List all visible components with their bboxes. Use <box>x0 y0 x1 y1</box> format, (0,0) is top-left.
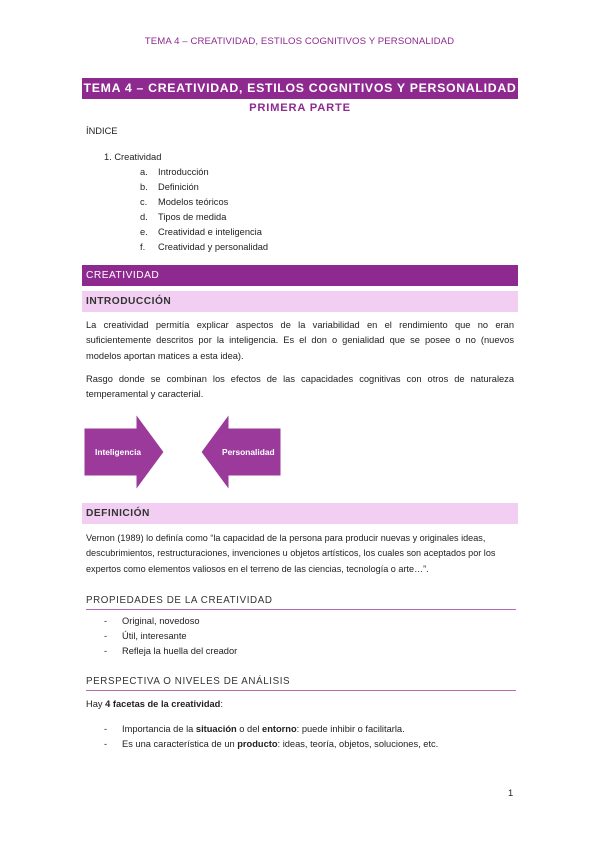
toc-item: b. Definición <box>140 182 199 192</box>
toc-item: d. Tipos de medida <box>140 212 227 222</box>
toc-item: a. Introducción <box>140 167 209 177</box>
perspectiva-intro: Hay 4 facetas de la creatividad: <box>86 699 223 709</box>
indice-heading: ÍNDICE <box>86 126 118 136</box>
personalidad-label: Personalidad <box>222 447 275 457</box>
definicion-paragraph: Vernon (1989) lo definía como “la capacidad de la persona para producir nuevas y originales ideas, descubrimientos, restructuraciones, invenciones u objetos artísticos, los cuales son aceptados por los expertos como elementos valiosos en el terreno de las ciencias, tecnología o arte…”. <box>86 533 496 574</box>
toc-item: e. Creatividad e inteligencia <box>140 227 262 237</box>
section-definicion: DEFINICIÓN <box>82 503 518 524</box>
propiedad-item: - Útil, interesante <box>104 631 187 641</box>
section-creatividad: CREATIVIDAD <box>82 265 518 286</box>
inteligencia-personalidad-diagram <box>84 414 294 490</box>
perspectiva-item: - Importancia de la situación o del entorno: puede inhibir o facilitarla. <box>104 724 405 734</box>
propiedades-heading: PROPIEDADES DE LA CREATIVIDAD <box>86 595 516 610</box>
toc-item: c. Modelos teóricos <box>140 197 229 207</box>
propiedad-item: - Original, novedoso <box>104 616 200 626</box>
toc-item: f. Creatividad y personalidad <box>140 242 269 252</box>
toc-main-item: 1. Creatividad <box>104 152 162 162</box>
section-introduccion: INTRODUCCIÓN <box>82 291 518 312</box>
propiedad-item: - Refleja la huella del creador <box>104 646 238 656</box>
perspectiva-heading: PERSPECTIVA O NIVELES DE ANÁLISIS <box>86 676 516 691</box>
page-number: 1 <box>508 788 514 798</box>
inteligencia-label: Inteligencia <box>95 447 142 457</box>
intro-paragraph-1: La creatividad permitía explicar aspectos de la variabilidad en el rendimiento que no eran suficientemente descritos por la inteligencia. Es el don o genialidad que se posee o no (nuevos modelos aportan matices a esta idea). <box>86 320 514 361</box>
perspectiva-item: - Es una característica de un producto: ideas, teoría, objetos, soluciones, etc. <box>104 739 439 749</box>
intro-paragraph-2: Rasgo donde se combinan los efectos de las capacidades cognitivas con otros de naturaleza temperamental y caracterial. <box>86 374 514 400</box>
running-header: TEMA 4 – CREATIVIDAD, ESTILOS COGNITIVOS Y PERSONALIDAD <box>144 36 455 47</box>
document-subtitle: PRIMERA PARTE <box>249 102 351 114</box>
document-title: TEMA 4 – CREATIVIDAD, ESTILOS COGNITIVOS Y PERSONALIDAD <box>82 78 518 99</box>
